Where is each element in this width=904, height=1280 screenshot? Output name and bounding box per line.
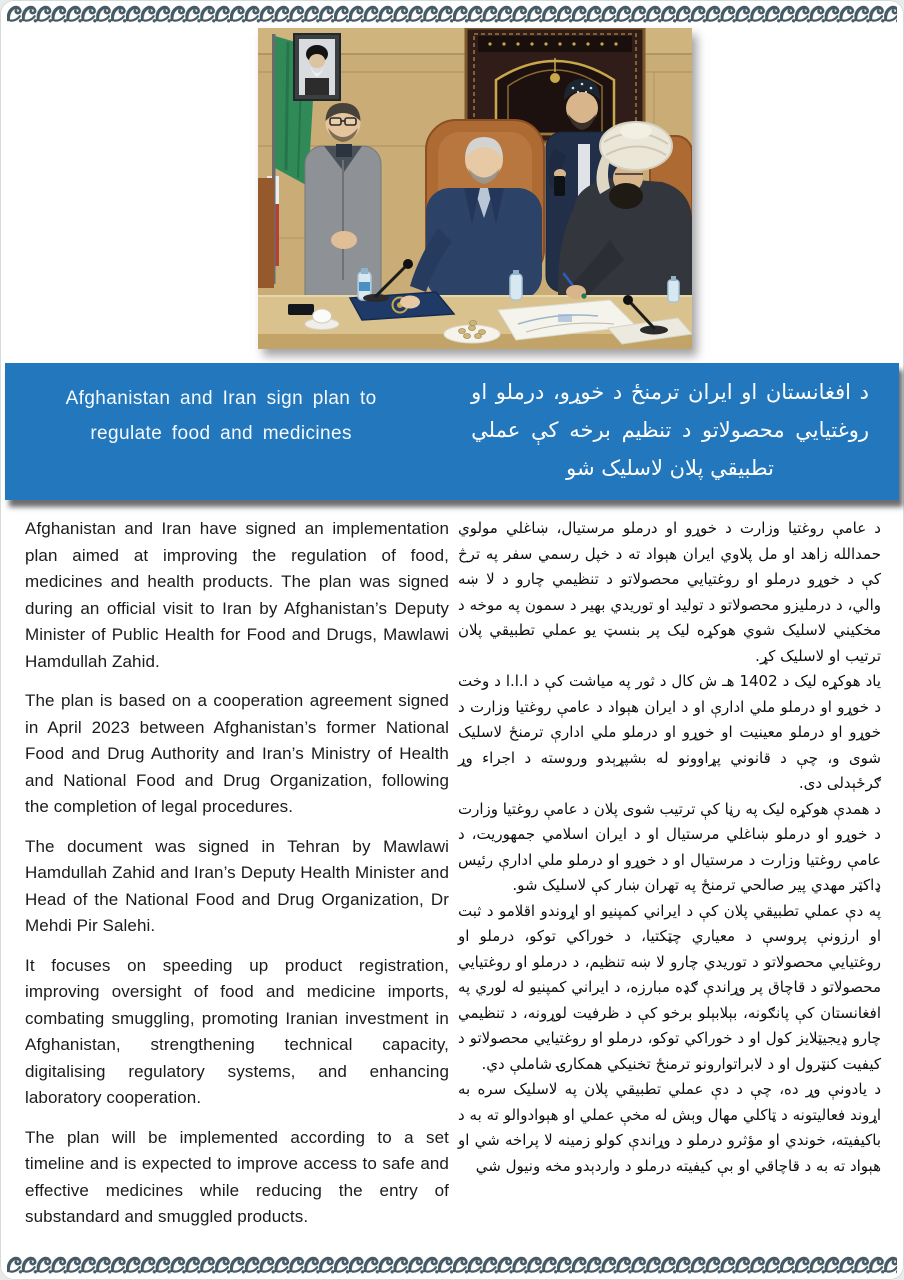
- english-paragraph: It focuses on speeding up product registration, improving oversight of food and medicine imports, combating smuggling, promoting Iranian investment in Afghanistan, strengthening technical capacity, digitalising regulatory systems, and enhancing laboratory cooperation.: [25, 955, 449, 1107]
- water-bottle-icon: [510, 270, 522, 300]
- signing-ceremony-illustration: [258, 28, 692, 349]
- portrait-frame: [294, 34, 340, 100]
- pashto-column: [458, 516, 881, 1244]
- bottom-ornamental-border: [7, 1254, 897, 1275]
- pashto-paragraph: د یادونې وړ ده، چې د دې عملي تطبیقي پلان په لاسلیک سره به اړوند فعالیتونه د ټاکلي مهال وېش له مخې عملي او هېوادوالو ته به د باکیفیته، خوندي او مؤثرو درملو د وړاندې کولو زمینه لا پراخه شي او هېواد ته به د قاچاقي او بې کیفیته درملو د واردېدو مخه ونیول شي: [458, 1080, 881, 1175]
- water-bottle-icon: [668, 276, 679, 302]
- english-paragraph: The plan is based on a cooperation agreement signed in April 2023 between Afghanistan’s former National Food and Drug Authority and Iran’s Ministry of Health and National Food and Drug Organization, following the completion of legal procedures.: [25, 691, 449, 816]
- mobile-phone-icon: [288, 304, 314, 315]
- pashto-paragraph: د عامې روغتیا وزارت د خوړو او درملو مرستیال، ښاغلي مولوي حمدالله زاهد او مل پلاوي ایران هېواد ته د خپل رسمي سفر په ترڅ کې د خوړو درملو او روغتیایي محصولاتو د تنظیمي چارو د لا ښه والي، د درملیزو محصولاتو د تولید او توریدي بهیر د سمون په موخه د مخکیني لاسلیک شوي هوکړه لیک پر بنسټ یو عملي تطبیقي پلان ترتیب او لاسلیک کړ.: [458, 519, 881, 665]
- ring-icon: [581, 293, 586, 298]
- english-paragraph: The plan will be implemented according to a set timeline and is expected to improve access to safe and effective medicines while reducing the entry of substandard and smuggled products.: [25, 1127, 449, 1226]
- phone-icon: [554, 176, 565, 196]
- pashto-paragraph: په دې عملي تطبیقي پلان کې د ایراني کمپنیو او اړوندو اقلامو د ثبت او ارزونې پروسې د معیاري چټکتیا، د خوراکي توکو، درملو او روغتیایي محصولاتو د توریدي چارو لا ښه تنظیم، د درملو او روغتیایي محصولاتو د قاچاق پر وړاندې ګډه مبارزه، د ایراني کمپنیو له لوري په افغانستان کې پانګونه، بېلابېلو برخو کې د ظرفیت لوړونه، د تنظیمي چارو ډیجیټلایز کول او د خوراکي توکو، درملو او روغتیایي محصولاتو د کیفیت کنټرول او د لابراتوارونو ترمنځ تخنیکي همکارۍ شاملې دي.: [458, 901, 881, 1073]
- title-banner: [5, 363, 899, 500]
- pashto-paragraph: د همدې هوکړه لیک په رڼا کې ترتیب شوی پلان د عامې روغتیا وزارت د خوړو او درملو ښاغلي مرستیال او د ایران اسلامي جمهوریت، د عامې روغتیا وزارت د مرستیال او د خوړو او درملو ملي ادارې رئیس ډاکټر مهدي پیر صالحي ترمنځ په تهران ښار کې لاسلیک شو.: [458, 799, 881, 894]
- top-ornamental-border: [7, 3, 897, 24]
- wave-scroll-pattern-icon: [7, 3, 897, 24]
- english-paragraph: Afghanistan and Iran have signed an implementation plan aimed at improving the regulation of food, medicines and health products. The plan was signed during an official visit to Iran by Afghanistan’s Deputy Minister of Public Health for Food and Drugs, Mawlawi Hamdullah Zahid.: [25, 519, 449, 671]
- wave-scroll-pattern-icon: [7, 1254, 897, 1275]
- english-paragraph: The document was signed in Tehran by Mawlawi Hamdullah Zahid and Iran’s Deputy Health Minister and Head of the National Food and Drug Organization, Dr Mehdi Pir Salehi.: [25, 836, 449, 935]
- english-column: [25, 516, 449, 1244]
- article-body: [25, 516, 881, 1244]
- signing-ceremony-photo: [258, 28, 692, 349]
- pashto-paragraph: یاد هوکړه لیک د 1402 هـ ش کال د ثور په میاشت کې د ا.ا.ا د وخت د خوړو او درملو ملي ادارې او د ایران هېواد د عامې روغتیا وزارت د خوړو او درملو معینیت او خوړو او درملو ملي ادارې ترمنځ لاسلیک شوی و، چې د قانوني پړاوونو له بشپړېدو وروسته د اجراء وړ ګرځېدلی دی.: [458, 672, 881, 792]
- headline-pashto: د افغانستان او ایران ترمنځ د خوړو، درملو او روغتیایي محصولاتو د تنظیم برخه کې عملي تطبیقي پلان لاسلیک شو: [471, 380, 869, 480]
- headline-english: Afghanistan and Iran sign plan to regulate food and medicines: [65, 388, 377, 444]
